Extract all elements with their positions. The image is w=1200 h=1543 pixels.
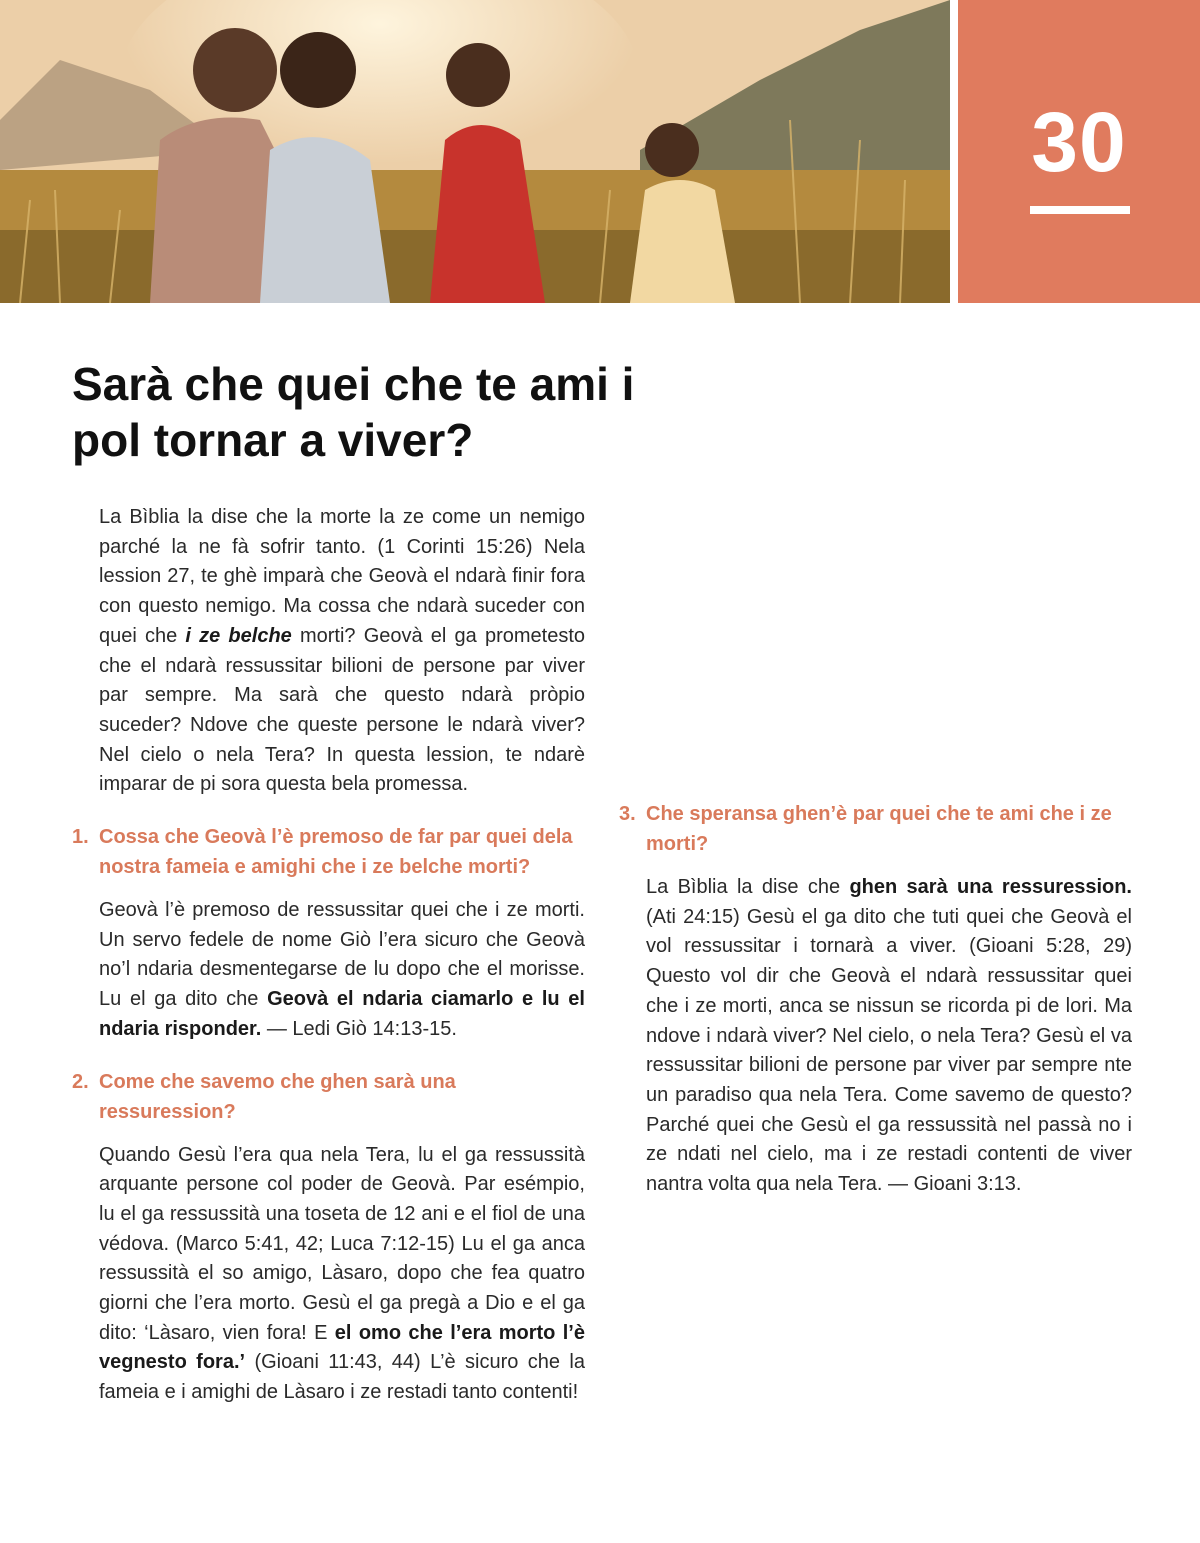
question-1-text: Cossa che Geovà l’è premoso de far par quei dela nostra fameia e amighi che i ze belche morti? [99,826,573,879]
answer-3-text-1: La Bìblia la dise che [646,876,850,898]
right-column [619,503,1132,1200]
family-meadow-illustration [0,0,950,303]
page-title [72,356,772,468]
lesson-number-badge [958,0,1200,303]
question-1-number: 1. [72,826,89,849]
question-2-number: 2. [72,1070,89,1093]
intro-text-3: morti? Geovà el ga prometesto che el ndarà ressussitar bilioni de persone par viver par sempre. Ma sarà che questo ndarà pròpio suceder? Ndove che queste persone le ndarà viver? Nel cielo o nela Tera? In questa lession, te ndarè imparar de pi sora questa bela promessa. [99,624,586,796]
intro-emphasis: i ze belche [185,624,292,647]
question-1 [72,822,585,882]
answer-3 [646,873,1132,1200]
answer-2-text-1: Quando Gesù l’era qua nela Tera, lu el ga ressussità arquante persone col poder de Geovà. Par esémpio, lu el ga ressussità una toseta de 12 ani e el fiol de una védova. (Marco 5:41, 42; Luca 7:12-15) Lu el ga anca ressussità el so amigo, Làsaro, dopo che fea quatro giorni che l’era morto. Gesù el ga pregà a Dio e el ga dito: ‘Làsaro, vien fora! E [99,1143,585,1344]
question-2 [72,1067,585,1127]
question-3-text: Che speransa ghen’è par quei che te ami che i ze morti? [646,803,1112,855]
answer-3-bold: ghen sarà una ressuression. [849,876,1132,898]
question-3-number: 3. [619,803,636,825]
title-line-1: Sarà che quei che te ami i [72,358,635,410]
question-2-text: Come che savemo che ghen sarà una ressuression? [99,1070,456,1123]
lesson-number: 30 [1031,95,1127,189]
badge-underline [1030,206,1130,214]
question-3 [619,799,1132,859]
intro-text-1: La Bìblia la dise che la morte la ze come un nemigo parché la ne fà sofrir tanto. (1 Corinti 15:26) Nela lession 27, te ghè imparà che Geovà el ndarà finir fora con questo nemigo. Ma cossa che ndarà suceder con quei che [99,506,585,647]
answer-2 [99,1141,585,1408]
answer-2-bold: el omo che l’era morto l’è vegnesto fora.’ [99,1321,585,1374]
answer-1-bold: Geovà el ndaria ciamarlo e lu el ndaria risponder. [99,988,585,1040]
intro-paragraph [99,503,585,800]
answer-3-text-3: (Ati 24:15) Gesù el ga dito che tuti quei che Geovà el vol ressussitar i tornarà a viver. (Gioani 5:28, 29) Questo vol dir che Geovà el ndarà ressussitar quei che i ze morti, anca se nissun se ricorda pi de lori. Ma ndove i ndarà viver? Nel cielo, o nela Tera? Gesù el va ressussitar bilioni de persone par viver par sempre nte un paradiso qua nela Tera. Come savemo de questo? Parché quei che Gesù el ga ressussità nel passà no i ze ndati nel cielo, ma i ze restadi contenti de viver nantra volta qua nela Tera. — Gioani 3:13. [646,905,1132,1196]
answer-1-text-1: Geovà l’è premoso de ressussitar quei che i ze morti. Un servo fedele de nome Giò l’era sicuro che Geovà no’l ndaria desmentegarse de lu dopo che el morisse. Lu el ga dito che [99,899,585,1011]
answer-1-text-3: — Ledi Giò 14:13-15. [261,1017,457,1040]
title-line-2: pol tornar a viver? [72,414,474,466]
answer-2-text-3: (Gioani 11:43, 44) L’è sicuro che la fameia e i amighi de Làsaro i ze restadi tanto contenti! [99,1351,585,1404]
answer-1 [99,896,585,1045]
left-column [72,503,586,1408]
hero-photo [0,0,950,303]
